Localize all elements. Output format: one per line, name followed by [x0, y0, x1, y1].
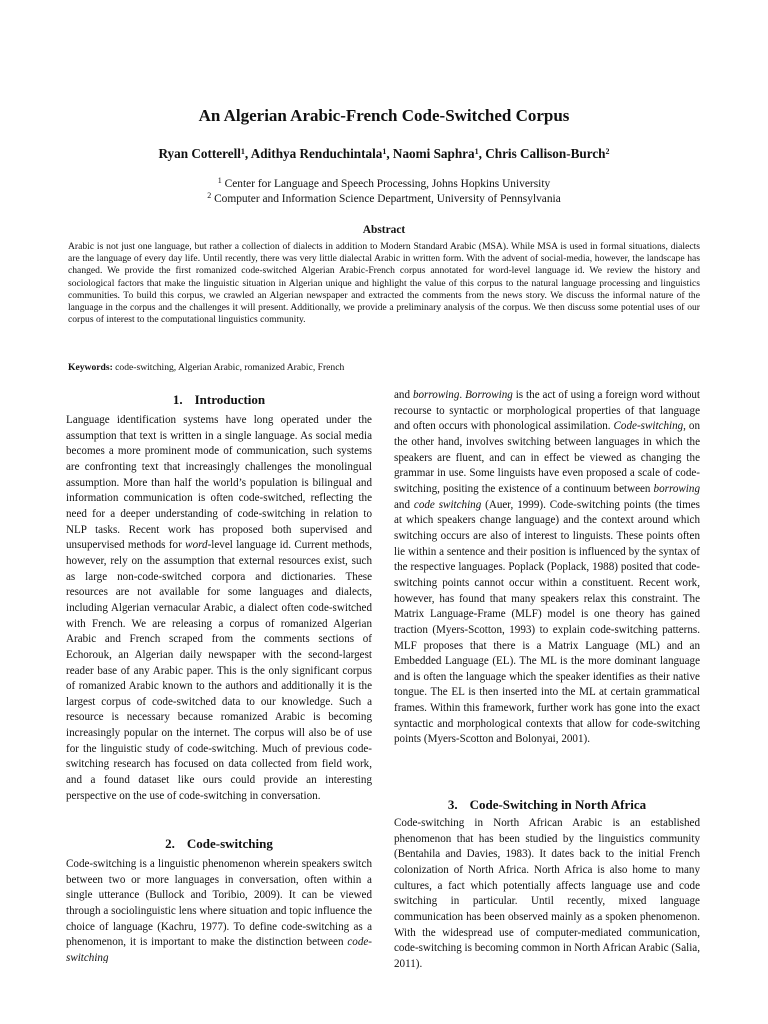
keywords-label: Keywords: [68, 362, 113, 373]
north-africa-paragraph [394, 816, 700, 973]
author-affiliation-mark: 2 [605, 147, 610, 156]
author-affiliation-mark: 1 [382, 147, 387, 156]
section-number: 1. [172, 392, 183, 407]
affiliation [0, 177, 768, 192]
author-name: Chris Callison-Burch [485, 146, 606, 161]
author-list: Ryan Cotterell$^1$, Adithya Renduchintala$^1$, Naomi Saphra$^1$, Chris Callison-Burch$^2$ [158, 146, 610, 161]
emphasis: Borrowing [465, 389, 513, 401]
paragraph-text: . [459, 389, 466, 401]
abstract-text: Arabic is not just one language, but rather a collection of dialects in addition to Modern Standard Arabic (MSA). While MSA is used in formal situations, dialects are the language of every day life. Until recently, there was very little dialectal Arabic in written form. With the advent of social-media, however, the landscape has changed. We provide the first romanized code-switched Algerian Arabic-French corpus annotated for word-level language id. We review the history and sociological factors that make the linguistic situation in Algerian unique and highlight the value of this corpus to the natural language processing and linguistics communities. To build this corpus, we crawled an Algerian newspaper and extracted the comments from the news story. We discuss the informal nature of the language in the corpus and the challenges it will present. Additionally, we provide a preliminary analysis of the corpus. We then discuss some potential uses of our corpus of interest to the computational linguistics community. [68, 241, 700, 326]
paragraph-text: Language identification systems have long operated under the assumption that text is written in a single language. As social media becomes a more prominent mode of communication, such systems are confronting text that increasingly challenges the monolingual assumption. More than half the world’s population is bilingual and information communication is often code-switched, reflecting the need for a deeper understanding of code-switching in relation to NLP tasks. Recent work has proposed both supervised and unsupervised methods for [66, 414, 372, 552]
section-title: Introduction [194, 392, 266, 407]
section-number: 3. [447, 797, 458, 812]
author-name: Adithya Renduchintala [250, 146, 383, 161]
affiliation-text: Center for Language and Speech Processing, Johns Hopkins University [224, 178, 551, 190]
paragraph-text: Code-switching is a linguistic phenomenon wherein speakers switch between two or more languages in conversation, often within a single utterance (Bullock and Toribio, 2009). It can be viewed through a sociolinguistic lens where situation and topic influence the choice of language (Kachru, 1977). To define code-switching as a phenomenon, it is important to make the distinction between [66, 858, 372, 949]
affiliation [0, 192, 768, 207]
code-switching-paragraph-start [66, 857, 372, 963]
affiliation-mark: 1 [217, 176, 222, 185]
paragraph-text: and [394, 498, 414, 511]
paragraph-text: (Auer, 1999). Code-switching points (the times at which speakers change language) and the context around which switching occurs are also of interest to linguists. These points often lie within a sentence and their position is influenced by the syntax of the respective languages. Poplack (Poplack, 1988) posited that code-switching points cannot occur within a constituent. Recent work, however, has found that many speakers relax this constraint. The Matrix Language-Frame (MLF) model is one theory has gained traction (Myers-Scotton, 1993) to explain code-switching patterns. MLF proposes that there is a Matrix Language (ML) and an Embedded Language (EL). The ML is the more dominant language and is often the language which the speaker identifies as their native tongue. The EL is then inserted into the ML at certain grammatical frames. Within this framework, further work has gone into the exact syntactic and morphological contexts that allow for code-switching points (Myers-Scotton and Bolonyai, 2001). [394, 498, 700, 746]
paragraph-text: Code-switching in North African Arabic is an established phenomenon that has been studied by the linguistics community (Bentahila and Davies, 1983). It dates back to the initial French colonization of North Africa. North Africa is also home to many cultures, a fact which potentially affects language use and code switching in particular. Until recently, mixed language communication has been observed mainly as a spoken phenomenon. With the widespread use of computer-mediated communication, code-switching is becoming common in North African Arabic (Salia, 2011). [394, 817, 700, 970]
section-title: Code-Switching in North Africa [469, 797, 647, 812]
emphasis: code switching [413, 498, 482, 511]
emphasis: borrowing [653, 482, 700, 495]
author-name: Naomi Saphra [392, 146, 475, 161]
author-affiliation-mark: 1 [474, 147, 479, 156]
section-number: 2. [165, 836, 175, 851]
emphasis: word [185, 539, 208, 552]
paragraph-text: , on the other hand, involves switching between languages in which the speakers are fluent, and can in effect be viewed as changing the grammar in use. Some linguists have even proposed a scale of code-switching, positing the existence of a continuum between [394, 420, 700, 495]
paper-title: An Algerian Arabic-French Code-Switched Corpus [198, 106, 570, 125]
affiliation-list [0, 177, 768, 207]
section-title: Code-switching [186, 836, 273, 851]
keywords [68, 362, 700, 374]
introduction-paragraph [66, 413, 372, 804]
author-affiliation-mark: 1 [240, 147, 245, 156]
section-heading-north-africa [394, 797, 700, 813]
affiliation-mark: 2 [207, 191, 212, 200]
section-heading-introduction [66, 392, 372, 408]
keywords-text: code-switching, Algerian Arabic, romanized Arabic, French [115, 362, 345, 373]
paragraph-text: is the act of using a foreign word without recourse to syntactic or morphological properties of that language and often occurs with phonological assimilation. [394, 389, 700, 433]
paragraph-text: and [394, 389, 413, 401]
abstract-heading: Abstract [362, 224, 406, 236]
section-heading-code-switching [66, 836, 372, 852]
paragraph-text: -level language id. Current methods, however, rely on the assumption that external resources exist, such as large non-code-switched corpora and dictionaries. These resources are not available for some languages and dialects, including Algerian vernacular Arabic, a dialect often code-switched with French. We are releasing a corpus of romanized Algerian Arabic and French scraped from the comments sections of Echorouk, an Algerian daily newspaper with the second-largest reader base of any Arabic paper. This is the only significant corpus of romanized Arabic known to the authors and additionally it is the largest corpus of code-switched data to our knowledge. Such a resource is necessary because romanized Arabic is becoming increasingly popular on the internet. The corpus will also be of use for the linguistic study of code-switching. Much of previous code-switching research has focused on data collected from field work, and a found dataset like ours could provide an interesting perspective on the use of code-switching in conversation. [66, 539, 372, 802]
emphasis: code-switching [66, 936, 372, 963]
code-switching-paragraph-continued [394, 388, 700, 748]
author-name: Ryan Cotterell [158, 146, 241, 161]
emphasis: Code-switching [613, 420, 684, 433]
emphasis: borrowing [412, 389, 460, 401]
affiliation-text: Computer and Information Science Department, University of Pennsylvania [214, 193, 561, 205]
